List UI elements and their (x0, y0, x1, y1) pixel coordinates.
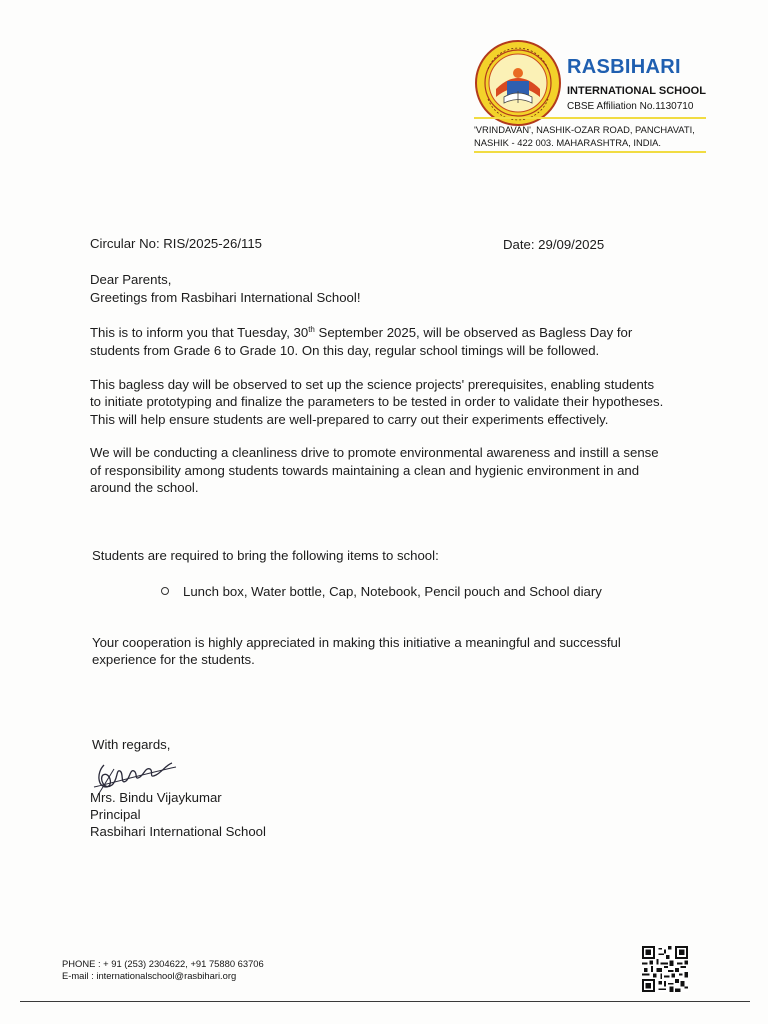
items-list-item: Lunch box, Water bottle, Cap, Notebook, Pencil pouch and School diary (183, 584, 602, 599)
principal-name: Mrs. Bindu Vijaykumar (90, 790, 222, 805)
qr-code-icon (642, 946, 688, 992)
salutation: Dear Parents, (90, 272, 172, 287)
paragraph-2-line-3: This will help ensure students are well-prepared to carry out their experiments effectively. (90, 412, 609, 427)
paragraph-1-line-1 (90, 324, 632, 342)
school-organization: Rasbihari International School (90, 824, 266, 839)
ordinal-suffix: th (308, 325, 315, 334)
greeting: Greetings from Rasbihari International School! (90, 290, 361, 305)
closing-regards: With regards, (92, 737, 171, 752)
paragraph-3-line-2: of responsibility among students towards maintaining a clean and hygienic environment in and (90, 463, 640, 478)
footer-rule (20, 1001, 750, 1002)
paragraph-2-line-1: This bagless day will be observed to set up the science projects' prerequisites, enabling students (90, 377, 655, 392)
circular-number: Circular No: RIS/2025-26/115 (90, 236, 263, 251)
bullet-circle-icon (161, 587, 169, 595)
paragraph-1-line-2: students from Grade 6 to Grade 10. On this day, regular school timings will be followed. (90, 343, 600, 358)
letterhead-rule-bottom (474, 151, 706, 153)
paragraph-4-line-1: Your cooperation is highly appreciated in making this initiative a meaningful and successful (92, 635, 621, 650)
school-subtitle: INTERNATIONAL SCHOOL (567, 85, 706, 97)
paragraph-3-line-1: We will be conducting a cleanliness drive to promote environmental awareness and instill a sense (90, 445, 659, 460)
paragraph-3-line-3: around the school. (90, 480, 199, 495)
paragraph-1-line-1-end: September 2025, will be observed as Bagless Day for (314, 325, 633, 340)
paragraph-1-line-1-start: This is to inform you that Tuesday, 30 (90, 325, 309, 340)
address-line-1: 'VRINDAVAN', NASHIK-OZAR ROAD, PANCHAVATI, (474, 124, 695, 135)
cbse-affiliation: CBSE Affiliation No.1130710 (567, 101, 694, 112)
school-crest-icon (474, 39, 562, 127)
items-intro: Students are required to bring the following items to school: (92, 548, 439, 563)
circular-date: Date: 29/09/2025 (503, 237, 605, 252)
paragraph-4-line-2: experience for the students. (92, 652, 255, 667)
school-name: RASBIHARI (567, 56, 681, 78)
footer-email: E-mail : internationalschool@rasbihari.org (62, 970, 237, 981)
paragraph-2-line-2: to initiate prototyping and finalize the parameters to be tested in order to validate their hypotheses. (90, 394, 664, 409)
principal-title: Principal (90, 807, 141, 822)
letterhead-rule-top (474, 117, 706, 119)
address-line-2: NASHIK - 422 003. MAHARASHTRA, INDIA. (474, 137, 662, 148)
footer-phone: PHONE : + 91 (253) 2304622, +91 75880 63706 (62, 958, 264, 969)
